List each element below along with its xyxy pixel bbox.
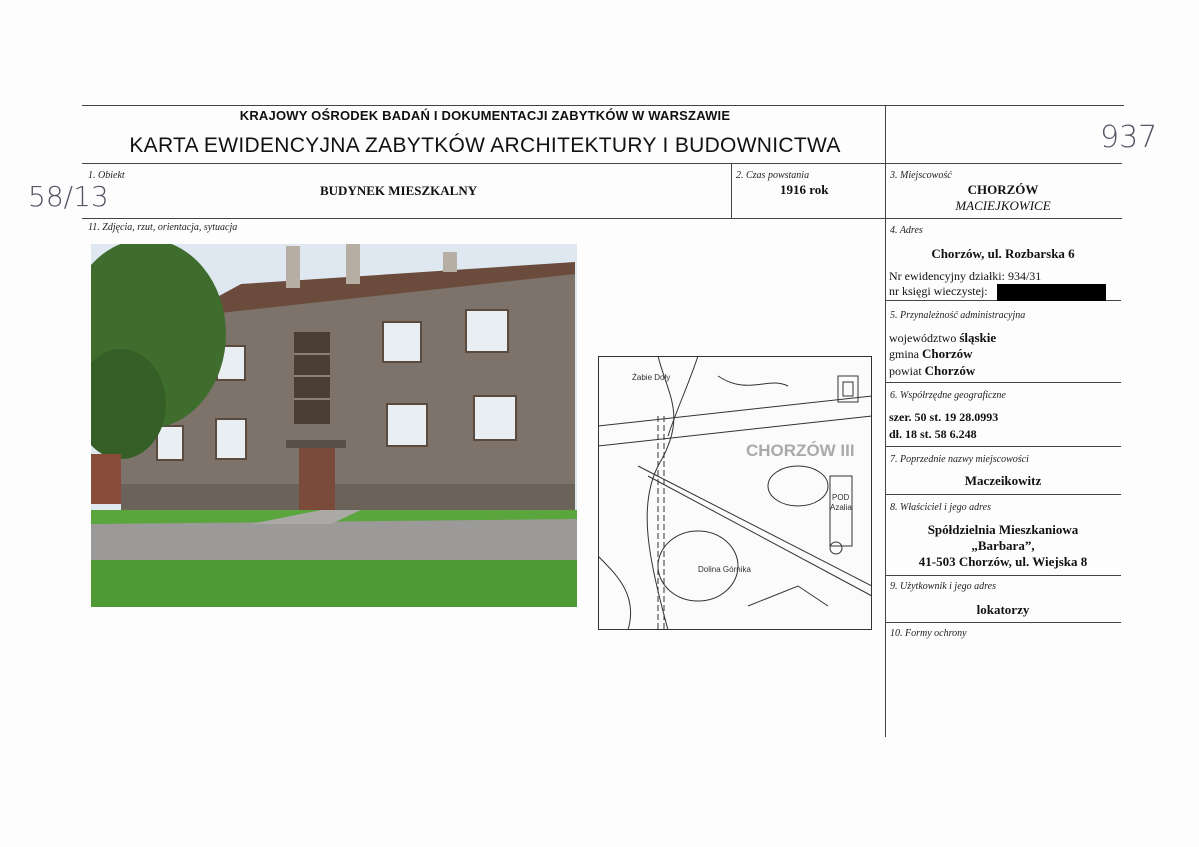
field-10-label: 10. Formy ochrony: [890, 628, 967, 639]
map-label-zabie: Żabie Doły: [632, 373, 671, 382]
card-title: KARTA EWIDENCYJNA ZABYTKÓW ARCHITEKTURY I BUDOWNICTWA: [129, 134, 841, 157]
location-map: [598, 356, 872, 630]
field-11-label: 11. Zdjęcia, rzut, orientacja, sytuacja: [88, 222, 238, 233]
powiat-label: powiat: [889, 364, 922, 378]
field-3-label: 3. Miejscowość: [890, 170, 952, 181]
owner-line3: 41-503 Chorzów, ul. Wiejska 8: [918, 554, 1088, 569]
town-name: CHORZÓW: [967, 182, 1039, 197]
voivodeship-value: śląskie: [959, 330, 997, 345]
gmina-label: gmina: [889, 347, 919, 361]
handwritten-card-number: 937: [1100, 120, 1158, 155]
field-4-label: 4. Adres: [890, 225, 923, 236]
creation-date: 1916 rok: [780, 182, 829, 197]
longitude: dł. 18 st. 58 6.248: [889, 427, 977, 441]
field-9-label: 9. Użytkownik i jego adres: [890, 581, 997, 592]
former-name: Maczeikowitz: [964, 473, 1042, 488]
owner-line2: „Barbara”,: [971, 538, 1035, 553]
field-1-label: 1. Obiekt: [88, 170, 125, 181]
object-name: BUDYNEK MIESZKALNY: [320, 183, 478, 198]
map-label-dolina: Dolina Górnika: [698, 565, 751, 574]
building-photo: [91, 244, 577, 607]
field-5-label: 5. Przynależność administracyjna: [890, 310, 1026, 321]
land-book-redaction: [997, 284, 1106, 301]
institution-header: KRAJOWY OŚRODEK BADAŃ I DOKUMENTACJI ZABYTKÓW W WARSZAWIE: [239, 108, 731, 123]
map-label-pod: POD: [832, 493, 850, 502]
gmina-value: Chorzów: [922, 346, 973, 361]
user: lokatorzy: [976, 602, 1030, 617]
voivodeship-label: województwo: [889, 331, 957, 345]
voivodeship-row: [889, 330, 996, 346]
owner-line1: Spółdzielnia Mieszkaniowa: [927, 522, 1079, 537]
plot-number: Nr ewidencyjny działki: 934/31: [889, 269, 1042, 283]
map-label-azalia: Azalia: [830, 503, 852, 512]
field-6-label: 6. Współrzędne geograficzne: [890, 390, 1006, 401]
land-book-label: nr księgi wieczystej:: [889, 284, 988, 298]
handwritten-left-number: 58/13: [28, 180, 109, 213]
field-7-label: 7. Poprzednie nazwy miejscowości: [890, 454, 1029, 465]
map-district-label: CHORZÓW III: [746, 441, 855, 460]
powiat-value: Chorzów: [924, 363, 976, 378]
address: Chorzów, ul. Rozbarska 6: [931, 246, 1075, 261]
powiat-row: [889, 363, 975, 379]
gmina-row: [889, 346, 973, 362]
town-district: MACIEJKOWICE: [955, 198, 1051, 213]
field-8-label: 8. Właściciel i jego adres: [890, 502, 991, 513]
field-2-label: 2. Czas powstania: [736, 170, 810, 181]
latitude: szer. 50 st. 19 28.0993: [889, 410, 999, 424]
